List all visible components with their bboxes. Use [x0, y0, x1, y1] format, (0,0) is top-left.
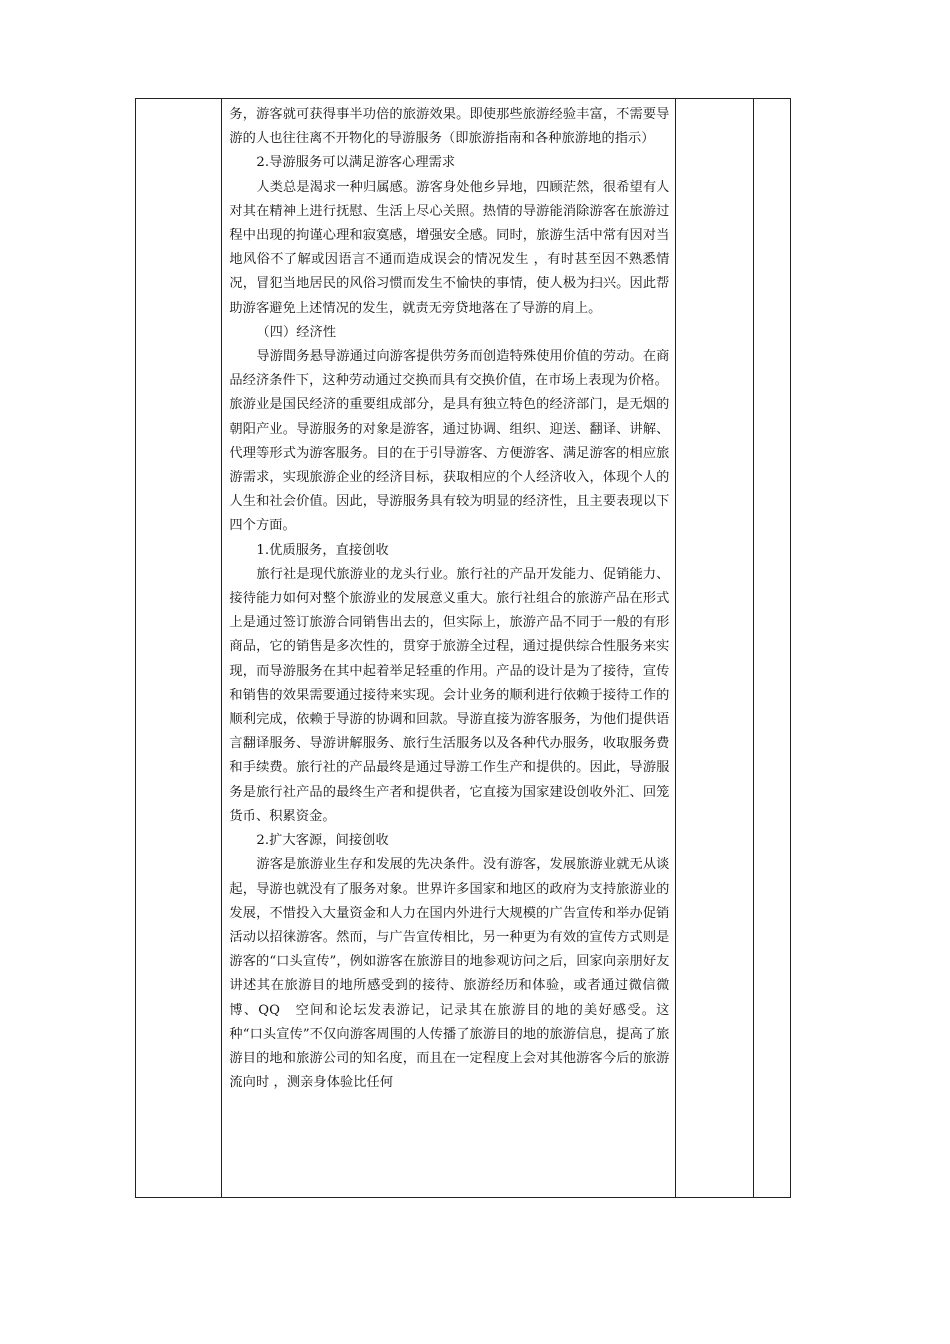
paragraph-5: 旅行社是现代旅游业的龙头行业。旅行社的产品开发能力、促销能力、接待能力如何对整个旅游业的发展意义重大。旅行社组合的旅游产品在形式上是通过签订旅游合同销售出去的，但实际上，旅游产品不同于一般的有形商品，它的销售是多次性的，贯穿于旅游全过程，通过提供综合性服务来实现，而导游服务在其中起着举足轻重的作用。产品的设计是为了接待，宣传和销售的效果需要通过接待来实现。会计业务的顺利进行依赖于接待工作的顺利完成，依赖于导游的协调和回款。导游直接为游客服务，为他们提供语言翻译服务、导游讲解服务、旅行生活服务以及各种代办服务，收取服务费和手续费。旅行社的产品最终是通过导游工作生产和提供的。因此，导游服务是旅行社产品的最终生产者和提供者，它直接为国家建设创收外汇、回笼货币、积累资金。: [229, 566, 670, 824]
table-row: [136, 99, 791, 1198]
heading-quality-service: 1.优质服务，直接创收: [256, 542, 389, 558]
right-empty-cell-2: [753, 99, 790, 1198]
paragraph-6: 游客是旅游业生存和发展的先决条件。没有游客，发展旅游业就无从谈起，导游也就没有了服务对象。世界许多国家和地区的政府为支持旅游业的发展，不惜投入大量资金和人力在国内外进行大规模的广告宣传和举办促销活动以招徕游客。然而，与广告宣传相比，另一种更为有效的宣传方式则是游客的“口头宣传”，例如游客在旅游目的地参观访问之后，回家向亲朋好友讲述其在旅游目的地所感受到的接待、旅游经历和体验，或者通过微信微博、QQ 空间和论坛发表游记，记录其在旅游目的地的美好感受。这种“口头宣传”不仅向游客周围的人传播了旅游目的地的旅游信息，提高了旅游目的地和旅游公司的知名度，而且在一定程度上会对其他游客今后的旅游流向时 ，测亲身体验比任何: [229, 857, 670, 1091]
heading-expand-source: 2.扩大客源，间接创收: [256, 833, 389, 849]
right-empty-cell-1: [676, 99, 753, 1198]
paragraph-4: 旅游业是国民经济的重要组成部分，是具有独立特色的经济部门，是无烟的朝阳产业。导游服务的对象是游客，通过协调、组织、迎送、翻译、讲解、代理等形式为游客服务。目的在于引导游客、方便游客、满足游客的相应旅游需求，实现旅游企业的经济目标，获取相应的个人经济收入，体现个人的人生和社会价值。因此，导游服务具有较为明显的经济性，且主要表现以下四个方面。: [229, 397, 670, 534]
heading-psychological-needs: 2.导游服务可以满足游客心理需求: [256, 155, 456, 171]
paragraph-3: 导游間务悬导游通过向游客提供劳务而创造特殊使用价值的劳动。在商品经济条件下，这种劳动通过交换而具有交换价值，在市场上表现为价格。: [229, 349, 670, 389]
paragraph-1: 务，游客就可获得事半功倍的旅游效果。即使那些旅游经验丰富，不需要导游的人也往往离不开物化的导游服务（即旅游指南和各种旅游地的指示）: [229, 107, 670, 147]
left-empty-cell: [136, 99, 222, 1198]
content-cell: [222, 99, 676, 1198]
heading-economic: （四）经济性: [256, 324, 337, 340]
paragraph-2: 人类总是渴求一种归属感。游客身处他乡异地，四顾茫然，很希望有人对其在精神上进行抚慰、生活上尽心关照。热情的导游能消除游客在旅游过程中出现的拘谨心理和寂寞感，增强安全感。同时，旅游生活中常有因对当地风俗不了解或因语言不通而造成误会的情况发生 ，有时甚至因不熟悉情况，冒犯当地居民的风俗习惯而发生不愉快的事情，使人极为扫兴。因此帮助游客避免上述情况的发生，就责无旁贷地落在了导游的肩上。: [229, 179, 670, 316]
document-table: [135, 98, 791, 1198]
